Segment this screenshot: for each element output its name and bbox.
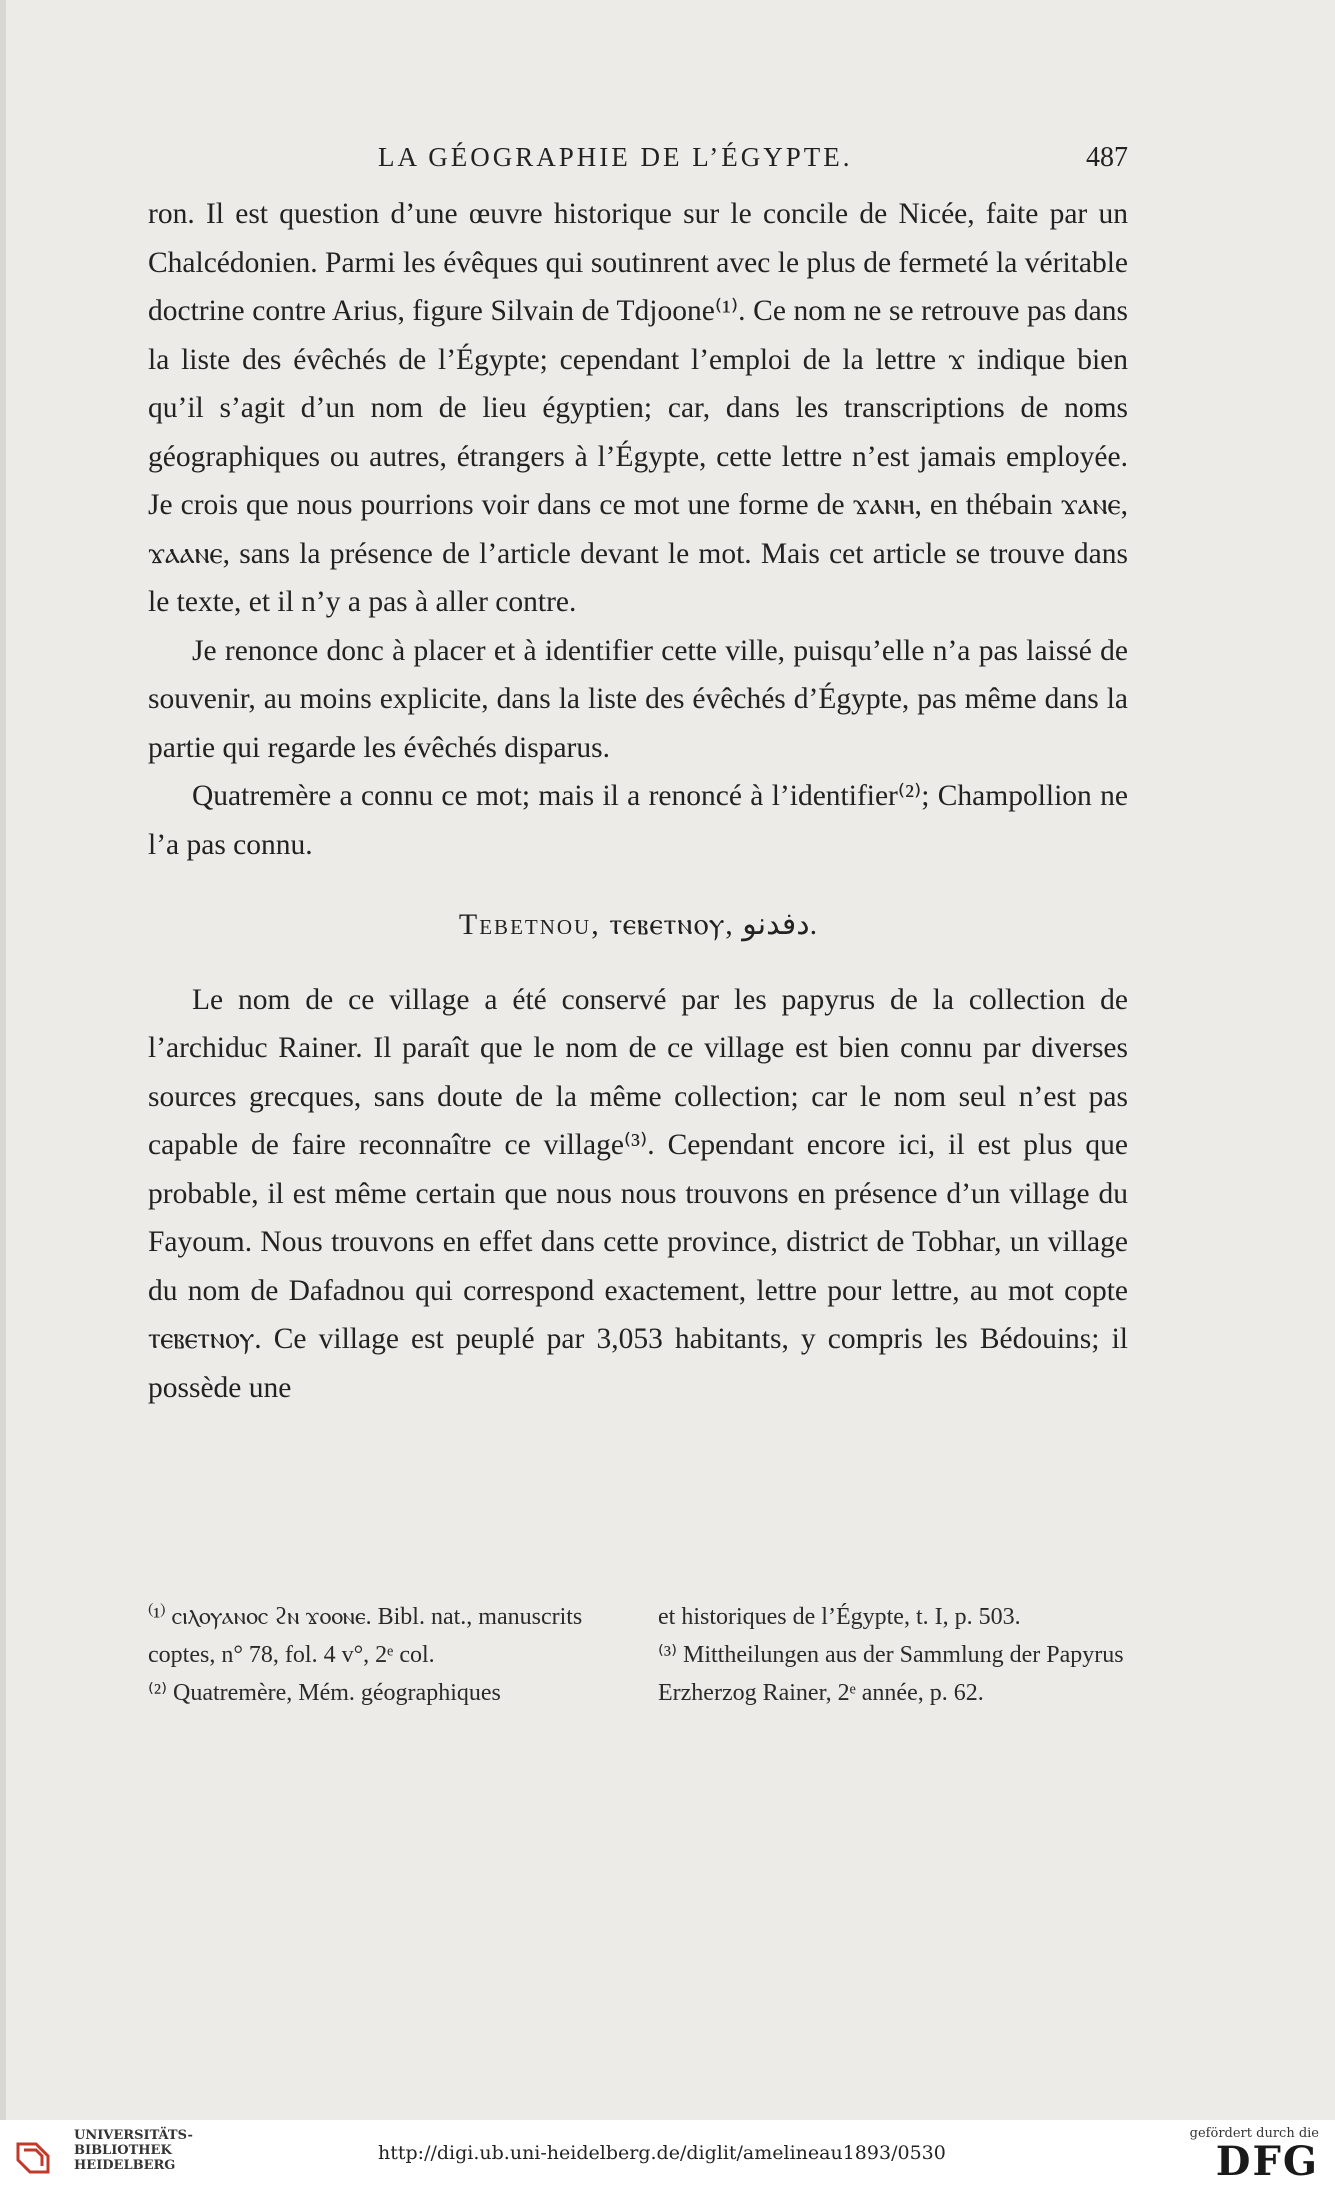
- paragraph-2: Je renonce donc à placer et à identifier cette ville, puisqu’elle n’a pas laissé de souvenir, au moins explicite, dans la liste des évêchés d’Égypte, pas même dans la partie qui regarde les évêchés disparus.: [148, 634, 1128, 764]
- footnote-2-continuation: et historiques de l’Égypte, t. I, p. 503.: [658, 1604, 1021, 1630]
- footnotes-left-column: [148, 1598, 618, 1712]
- footnote-1: ⁽¹⁾ ⲥⲓⲗⲟⲩⲁⲛⲟⲥ ϩⲛ ϫⲟⲟⲛⲉ. Bibl. nat., manuscrits coptes, n° 78, fol. 4 v°, 2ᵉ col.: [148, 1604, 583, 1668]
- page-number: 487: [1086, 142, 1128, 173]
- paragraph-4: Le nom de ce village a été conservé par les papyrus de la collection de l’archiduc Rainer. Il paraît que le nom de ce village est bien connu par diverses sources grecques, sans doute de la même collection; car le nom seul n’est pas capable de faire reconnaître ce village⁽³⁾. Cependant encore ici, il est plus que probable, il est même certain que nous nous trouvons en présence d’un village du Fayoum. Nous trouvons en effet dans cette province, district de Tobhar, un village du nom de Dafadnou qui correspond exactement, lettre pour lettre, au mot copte ⲧⲉⲃⲉⲧⲛⲟⲩ. Ce village est peuplé par 3,053 habitants, y compris les Bédouins; il possède une: [148, 983, 1128, 1404]
- library-name: [74, 2128, 193, 2173]
- running-title: LA GÉOGRAPHIE DE L’ÉGYPTE.: [378, 142, 853, 172]
- paragraph-1: ron. Il est question d’une œuvre historique sur le concile de Nicée, faite par un Chalcédonien. Parmi les évêques qui soutinrent avec le plus de fermeté la véritable doctrine contre Arius, figure Silvain de Tdjoone⁽¹⁾. Ce nom ne se retrouve pas dans la liste des évêchés de l’Égypte; cependant l’emploi de la lettre ϫ indique bien qu’il s’agit d’un nom de lieu égyptien; car, dans les transcriptions de noms géographiques ou autres, étrangers à l’Égypte, cette lettre n’est jamais employée. Je crois que nous pourrions voir dans ce mot une forme de ϫⲁⲛⲏ, en thébain ϫⲁⲛⲉ, ϫⲁⲁⲛⲉ, sans la présence de l’article devant le mot. Mais cet article se trouve dans le texte, et il n’y a pas à aller contre.: [148, 198, 1128, 618]
- footnotes-right-column: [658, 1598, 1128, 1712]
- page-edge: [0, 0, 6, 2120]
- section-heading: [148, 901, 1128, 950]
- library-name-line-2: BIBLIOTHEK: [74, 2143, 172, 2158]
- footnotes: [148, 1598, 1128, 1712]
- paragraph-3: Quatremère a connu ce mot; mais il a renoncé à l’identifier⁽²⁾; Champollion ne l’a pas connu.: [148, 780, 1128, 861]
- dfg-logo: DFG: [1215, 2138, 1319, 2185]
- funder-block: [1190, 2126, 1319, 2183]
- library-logo-icon: [14, 2138, 52, 2176]
- library-name-line-1: UNIVERSITÄTS-: [74, 2128, 193, 2143]
- section-heading-latin: Tebetnou,: [458, 908, 601, 941]
- source-url-link[interactable]: http://digi.ub.uni-heidelberg.de/diglit/amelineau1893/0530: [378, 2142, 946, 2164]
- section-heading-coptic: ⲧⲉⲃⲉⲧⲛⲟⲩ, دفدنو.: [609, 908, 818, 941]
- library-name-line-3: HEIDELBERG: [74, 2158, 176, 2173]
- funder-label: gefördert durch die: [1189, 2126, 1319, 2141]
- footnote-3: ⁽³⁾ Mittheilungen aus der Sammlung der Papyrus Erzherzog Rainer, 2ᵉ année, p. 62.: [658, 1642, 1124, 1706]
- footnote-2: ⁽²⁾ Quatremère, Mém. géographiques: [148, 1680, 501, 1706]
- body-text: [148, 190, 1128, 1412]
- page-header: [148, 142, 1148, 182]
